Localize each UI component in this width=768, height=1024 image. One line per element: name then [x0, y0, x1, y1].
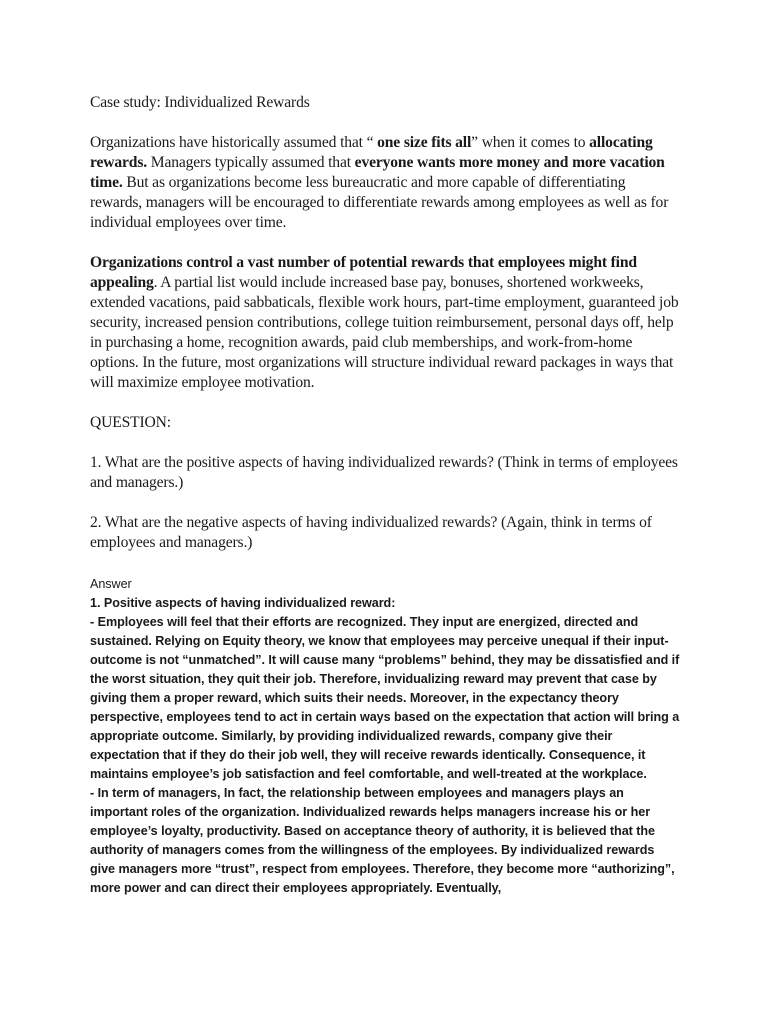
answer-section — [90, 575, 680, 898]
intro-paragraph — [90, 133, 680, 233]
intro-text-1: Organizations have historically assumed that “ — [90, 134, 374, 151]
rewards-text-1: . A partial list would include increased base pay, bonuses, shortened workweeks, extended vacations, paid sabbaticals, flexible work hours, part-time employment, guaranteed job security, increased pension contributions, college tuition reimbursement, personal days off, help in purchasing a home, recognition awards, paid club memberships, and work-from-home options. In the future, most organizations will structure individual reward packages in ways that will maximize employee motivation. — [90, 274, 683, 391]
question-heading: QUESTION: — [90, 414, 171, 431]
document-title: Case study: Individualized Rewards — [90, 94, 310, 111]
question-1: 1. What are the positive aspects of having individualized rewards? (Think in terms of employees and managers.) — [90, 454, 678, 491]
question-2: 2. What are the negative aspects of having individualized rewards? (Again, think in terms of employees and managers.) — [90, 514, 652, 551]
document-page — [90, 93, 683, 898]
answer-point-managers: - In term of managers, In fact, the relationship between employees and managers plays an important roles of the organization. Individualized rewards helps managers increase his or her employee’s loyalty, productivity. Based on acceptance theory of authority, it is believed that the authority of managers comes from the willingness of the employees. By individualized rewards give managers more “trust”, respect from employees. Therefore, they become more “authorizing”, more power and can direct their employees appropriately. Eventually, — [90, 786, 675, 895]
intro-bold-3: everyone wants more money and more vacation time. — [90, 154, 665, 191]
intro-text-2: ” when it comes to — [471, 134, 590, 151]
answer-subheading: 1. Positive aspects of having individualized reward: — [90, 596, 396, 610]
intro-text-3: Managers typically assumed that — [146, 154, 355, 171]
answer-point-employees: - Employees will feel that their efforts are recognized. They input are energized, directed and sustained. Relying on Equity theory, we know that employees may perceive unequal if their input-outcome is not “unmatched”. It will cause many “problems” behind, they may be dissatisfied and if the worst situation, they quit their job. Therefore, invidualizing reward may prevent that case by giving them a proper reward, which suits their needs. Moreover, in the expectancy theory perspective, employees tend to act in certain ways based on the expectation that action will bring a appropriate outcome. Similarly, by providing individualized rewards, company give their expectation that if they do their job well, they will receive rewards identically. Consequence, it maintains employee’s job satisfaction and feel comfortable, and well-treated at the workplace. — [90, 615, 680, 781]
intro-text-4: But as organizations become less bureaucratic and more capable of differentiating rewards, managers will be encouraged to differentiate rewards among employees as well as for individual employees over time. — [90, 174, 672, 231]
intro-bold-2: allocating rewards. — [90, 134, 653, 171]
answer-heading: Answer — [90, 577, 132, 591]
rewards-paragraph — [90, 253, 683, 393]
rewards-bold-1: Organizations control a vast number of potential rewards that employees might find appealing — [90, 254, 637, 291]
intro-bold-1: one size fits all — [373, 134, 472, 151]
